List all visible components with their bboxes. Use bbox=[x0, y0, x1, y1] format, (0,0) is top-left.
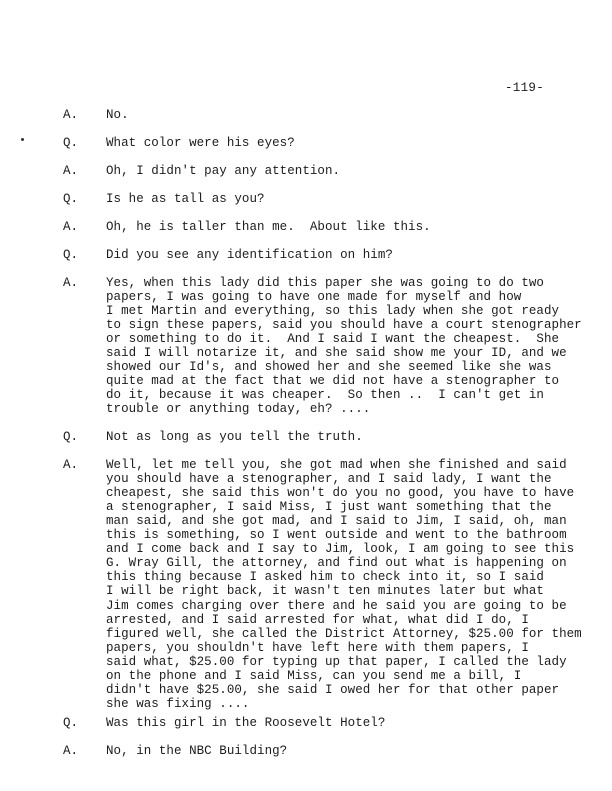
transcript-line: arrested, and I said arrested for what, what did I do, I bbox=[106, 612, 529, 627]
transcript-line: papers, I was going to have one made for myself and how bbox=[106, 290, 522, 305]
answer-label: A. bbox=[63, 164, 79, 178]
margin-mark bbox=[21, 138, 24, 141]
transcript-line: this is something, so I went outside and went to the bathroom bbox=[106, 528, 567, 543]
transcript-line: Is he as tall as you? bbox=[106, 192, 265, 206]
transcript-line: man said, and she got mad, and I said to Jim, I said, oh, man bbox=[106, 514, 567, 529]
transcript-line: to sign these papers, said you should have a court stenographer bbox=[106, 318, 582, 333]
transcript-line: No. bbox=[106, 108, 129, 122]
transcript-line: Oh, he is taller than me. About like this. bbox=[106, 220, 431, 234]
transcript-line: Well, let me tell you, she got mad when she finished and said bbox=[106, 458, 567, 472]
transcript-line: I will be right back, it wasn't ten minutes later but what bbox=[106, 584, 544, 599]
transcript-line: or something to do it. And I said I want the cheapest. She bbox=[106, 332, 560, 347]
transcript-line: Jim comes charging over there and he said you are going to be bbox=[106, 598, 567, 613]
transcript-line: trouble or anything today, eh? .... bbox=[106, 402, 371, 417]
transcript-line: showed our Id's, and showed her and she seemed like she was bbox=[106, 360, 552, 375]
transcript-line: you should have a stenographer, and I said lady, I want the bbox=[106, 472, 552, 487]
transcript-line: Did you see any identification on him? bbox=[106, 248, 393, 262]
transcript-line: figured well, she called the District Attorney, $25.00 for them bbox=[106, 626, 582, 641]
question-label: Q. bbox=[63, 248, 79, 262]
transcript-line: I met Martin and everything, so this lady when she got ready bbox=[106, 304, 560, 319]
answer-label: A. bbox=[63, 458, 79, 472]
transcript-line: No, in the NBC Building? bbox=[106, 744, 288, 758]
transcript-line: didn't have $25.00, she said I owed her for that other paper bbox=[106, 682, 560, 697]
question-label: Q. bbox=[63, 430, 79, 444]
transcript-line: on the phone and I said Miss, can you send me a bill, I bbox=[106, 668, 522, 683]
transcript-line: Oh, I didn't pay any attention. bbox=[106, 164, 341, 178]
answer-label: A. bbox=[63, 220, 79, 234]
transcript-line: and I come back and I say to Jim, look, I am going to see this bbox=[106, 542, 575, 557]
transcript-line: Yes, when this lady did this paper she was going to do two bbox=[106, 276, 544, 290]
transcript-line: do it, because it was cheaper. So then .. I can't get in bbox=[106, 388, 544, 403]
transcript-line: What color were his eyes? bbox=[106, 136, 295, 150]
transcript-line: G. Wray Gill, the attorney, and find out what is happening on bbox=[106, 556, 567, 571]
transcript-line: she was fixing .... bbox=[106, 696, 250, 711]
transcript-line: cheapest, she said this won't do you no good, you have to have bbox=[106, 486, 575, 501]
answer-label: A. bbox=[63, 276, 79, 290]
transcript-line: quite mad at the fact that we did not have a stenographer to bbox=[106, 374, 560, 389]
question-label: Q. bbox=[63, 192, 79, 206]
page-number: -119- bbox=[505, 81, 545, 95]
answer-label: A. bbox=[63, 108, 79, 122]
answer-label: A. bbox=[63, 744, 79, 758]
transcript-line: said what, $25.00 for typing up that paper, I called the lady bbox=[106, 654, 567, 669]
transcript-line: papers, you shouldn't have left here with them papers, I bbox=[106, 640, 529, 655]
transcript-line: a stenographer, I said Miss, I just want something that the bbox=[106, 500, 552, 515]
transcript-line: this thing because I asked him to check into it, so I said bbox=[106, 570, 544, 585]
transcript-line: Was this girl in the Roosevelt Hotel? bbox=[106, 716, 386, 730]
question-label: Q. bbox=[63, 136, 79, 150]
transcript-line: Not as long as you tell the truth. bbox=[106, 430, 363, 444]
transcript-line: said I will notarize it, and she said show me your ID, and we bbox=[106, 346, 567, 361]
question-label: Q. bbox=[63, 716, 79, 730]
